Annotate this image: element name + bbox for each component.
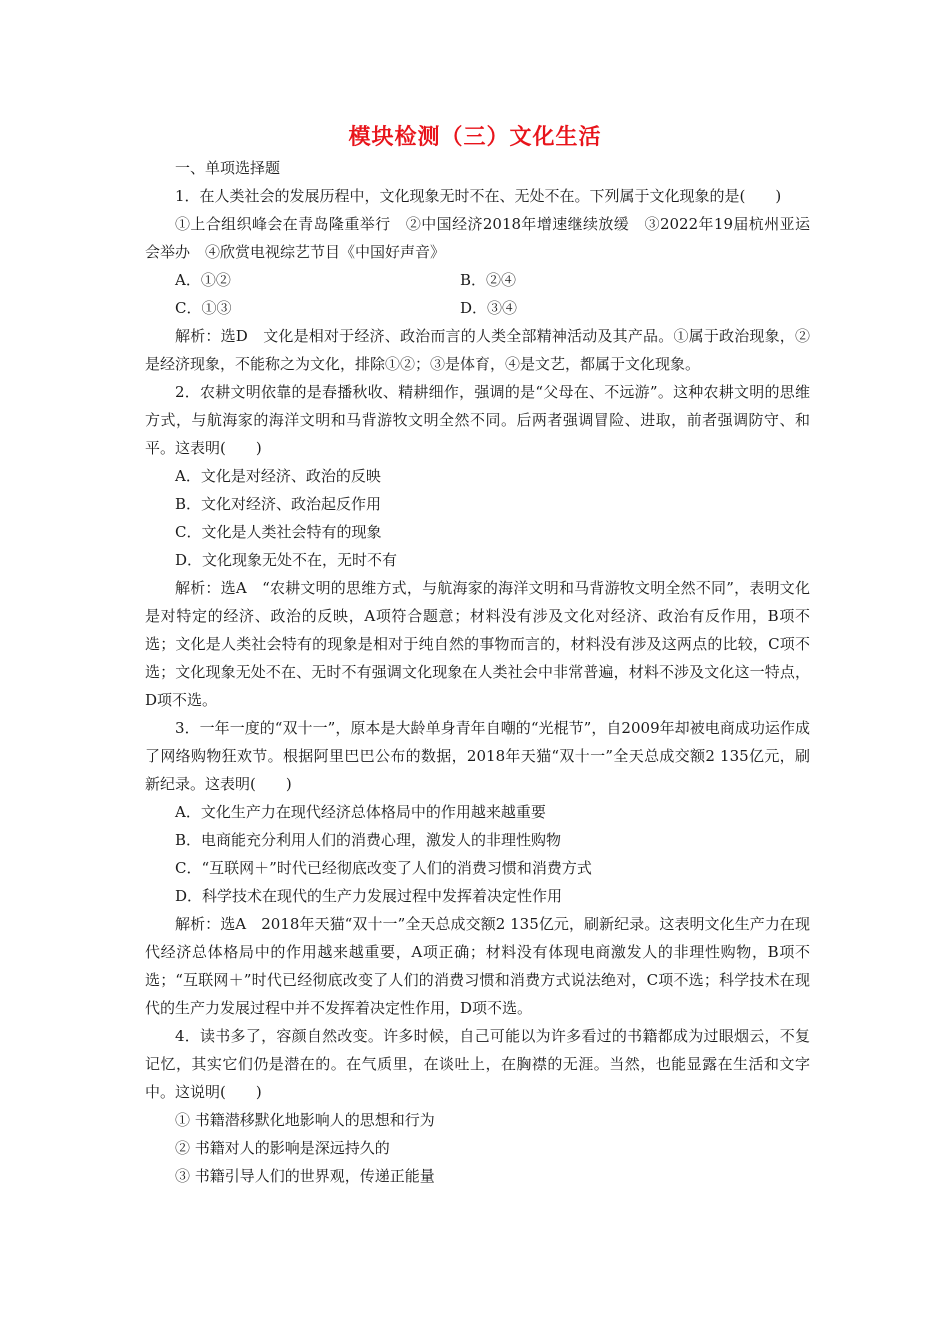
question-3-option-a: A．文化生产力在现代经济总体格局中的作用越来越重要: [175, 803, 546, 821]
question-1-option-c: C．①③: [175, 299, 232, 317]
question-4-item-3: ③ 书籍引导人们的世界观，传递正能量: [175, 1167, 435, 1185]
question-1-option-d: D．③④: [460, 299, 518, 317]
question-3-analysis: 解析：选A 2018年天猫“双十一”全天总成交额2 135亿元，刷新纪录。这表明文化生产力在现代经济总体格局中的作用越来越重要，A项正确；材料没有体现电商激发人的非理性购物，B项不选；“互联网＋”时代已经彻底改变了人们的消费习惯和消费方式说法绝对，C项不选；科学技术在现代的生产力发展过程中并不发挥着决定性作用，D项不选。: [145, 915, 810, 1017]
question-1-options-row-2: [145, 294, 810, 322]
question-1-option-a: A．①②: [175, 271, 231, 289]
page-title: 模块检测（三）文化生活: [348, 125, 602, 150]
question-4-stem: 4．读书多了，容颜自然改变。许多时候，自己可能以为许多看过的书籍都成为过眼烟云，不复记忆，其实它们仍是潜在的。在气质里，在谈吐上，在胸襟的无涯。当然，也能显露在生活和文字中。这说明( ): [145, 1027, 810, 1101]
question-3-option-c: C．“互联网＋”时代已经彻底改变了人们的消费习惯和消费方式: [175, 859, 592, 877]
question-4-item-2: ② 书籍对人的影响是深远持久的: [175, 1139, 390, 1157]
question-3-option-b: B．电商能充分利用人们的消费心理，激发人的非理性购物: [175, 831, 562, 849]
question-4-item-1: ① 书籍潜移默化地影响人的思想和行为: [175, 1111, 435, 1129]
question-2-stem: 2．农耕文明依靠的是春播秋收、精耕细作，强调的是“父母在、不远游”。这种农耕文明的思维方式，与航海家的海洋文明和马背游牧文明全然不同。后两者强调冒险、进取，前者强调防守、和平。这表明( ): [145, 383, 810, 457]
document-body: [145, 154, 810, 1190]
question-1-stem: 1．在人类社会的发展历程中，文化现象无时不在、无处不在。下列属于文化现象的是( ): [175, 187, 782, 205]
question-3-option-d: D．科学技术在现代的生产力发展过程中发挥着决定性作用: [175, 887, 563, 905]
question-2-option-a: A．文化是对经济、政治的反映: [175, 467, 381, 485]
question-2-analysis: 解析：选A “农耕文明的思维方式，与航海家的海洋文明和马背游牧文明全然不同”，表明文化是对特定的经济、政治的反映，A项符合题意；材料没有涉及文化对经济、政治有反作用，B项不选；文化是人类社会特有的现象是相对于纯自然的事物而言的，材料没有涉及这两点的比较，C项不选；文化现象无处不在、无时不有强调文化现象在人类社会中非常普遍，材料不涉及文化这一特点，D项不选。: [145, 579, 810, 709]
question-1-option-b: B．②④: [460, 271, 517, 289]
question-1-items: ①上合组织峰会在青岛隆重举行 ②中国经济2018年增速继续放缓 ③2022年19届杭州亚运会举办 ④欣赏电视综艺节目《中国好声音》: [145, 215, 810, 261]
section-heading: 一、单项选择题: [175, 159, 281, 177]
question-2-option-d: D．文化现象无处不在，无时不有: [175, 551, 398, 569]
question-2-option-c: C．文化是人类社会特有的现象: [175, 523, 382, 541]
question-2-option-b: B．文化对经济、政治起反作用: [175, 495, 382, 513]
question-3-stem: 3．一年一度的“双十一”，原本是大龄单身青年自嘲的“光棍节”，自2009年却被电商成功运作成了网络购物狂欢节。根据阿里巴巴公布的数据，2018年天猫“双十一”全天总成交额2 135亿元，刷新纪录。这表明( ): [145, 719, 810, 793]
question-1-options-row-1: [145, 266, 810, 294]
question-1-analysis: 解析：选D 文化是相对于经济、政治而言的人类全部精神活动及其产品。①属于政治现象，②是经济现象，不能称之为文化，排除①②；③是体育，④是文艺，都属于文化现象。: [145, 327, 810, 373]
